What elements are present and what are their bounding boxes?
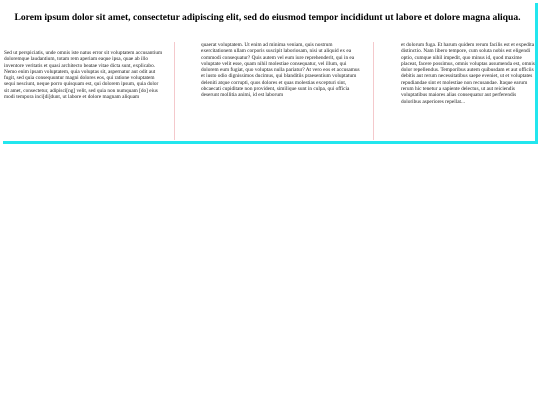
text-columns [4, 42, 535, 140]
column-divider-2 [373, 42, 374, 140]
column-divider-1 [174, 42, 175, 140]
column-2-text: quaerat voluptatem. Ut enim ad minima veniam, quis nostrum exercitationem ullam corporis suscipit laboriosam, nisi ut aliquid ex ea commodi consequatur? Quis autem vel eum iure reprehenderit, qui in ea voluptate velit esse, quam nihil molestiae consequatur, vel illum, qui dolorem eum fugiat, quo voluptas nulla pariatur? At vero eos et accusamus et iusto odio dignissimos ducimus, qui blanditiis praesentium voluptatum deleniti atque corrupti, quos dolores et quas molestias excepturi sint, obcaecati cupiditate non provident, similique sunt in culpa, qui officia deserunt mollitia animi, id est laborum [201, 42, 360, 99]
column-1-text: Sed ut perspiciatis, unde omnis iste natus error sit voluptatem accusantium doloremque laudantium, totam rem aperiam eaque ipsa, quae ab illo inventore veritatis et quasi architecto beatae vitae dicta sunt, explicabo. Nemo enim ipsam voluptatem, quia voluptas sit, aspernatur aut odit aut fugit, sed quia consequuntur magni dolores eos, qui ratione voluptatem sequi nesciunt, neque porro quisquam est, qui dolorem ipsum, quia dolor sit amet, consectetur, adipisci[ng] velit, sed quia non numquam [do] eius modi tempora inci[di]dunt, ut labore et dolore magnam aliquam [4, 50, 163, 101]
column-3-text: et dolorum fuga. Et harum quidem rerum facilis est et expedita distinctio. Nam libero tempore, cum soluta nobis est eligendi optio, cumque nihil impedit, quo minus id, quod maxime placeat, facere possimus, omnis voluptas assumenda est, omnis dolor repellendus. Temporibus autem quibusdam et aut officiis debitis aut rerum necessitatibus saepe eveniet, ut et voluptates repudiandae sint et molestiae non recusandae. Itaque earum rerum hic tenetur a sapiente delectus, ut aut reiciendis voluptatibus maiores alias consequatur aut perferendis doloribus asperiores repellat... [401, 42, 535, 105]
document-title: Lorem ipsum dolor sit amet, consectetur adipiscing elit, sed do eiusmod tempor incididunt ut labore et dolore magna aliqua. [14, 12, 521, 23]
document-page [0, 0, 535, 141]
